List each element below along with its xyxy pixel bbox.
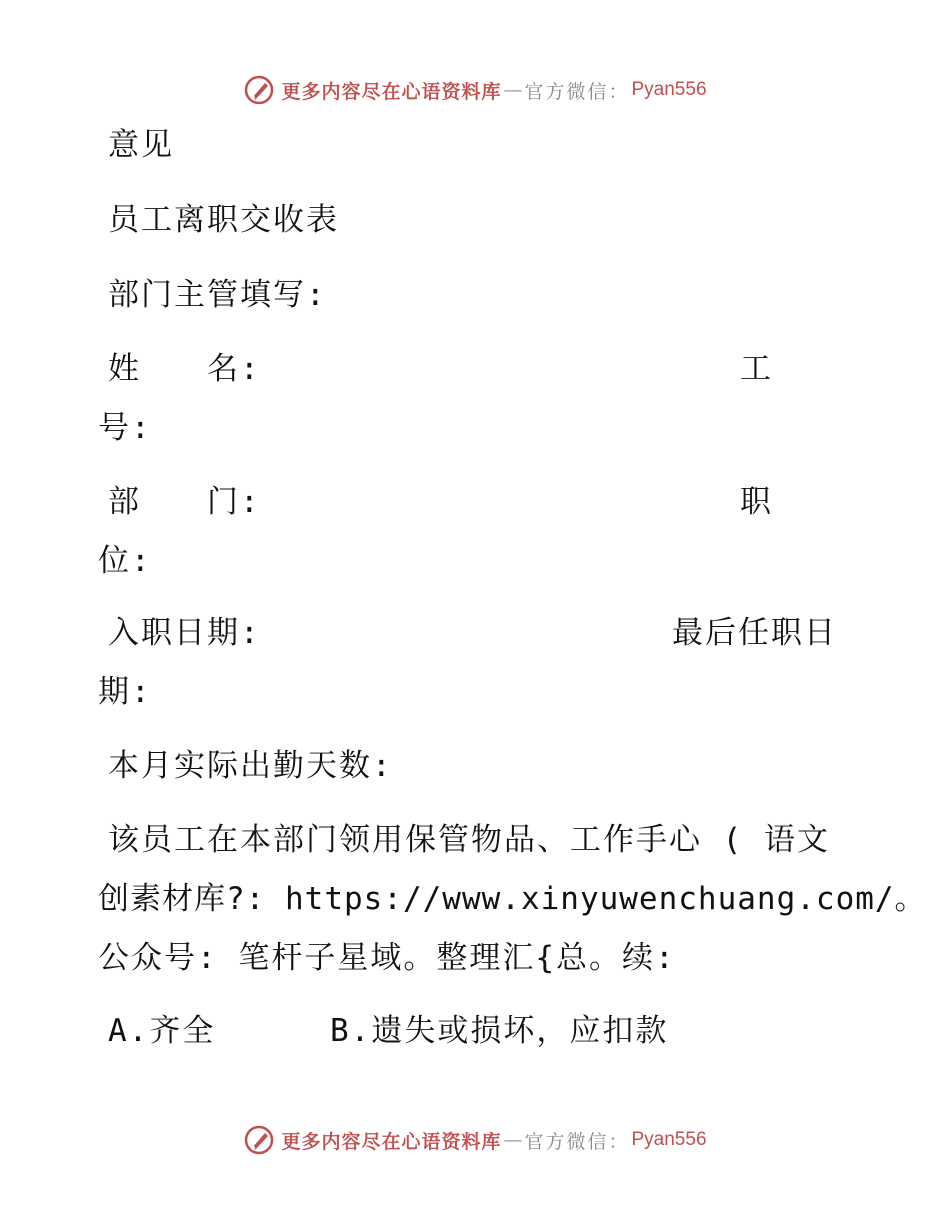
banner-text: 更多内容尽在心语资料库 xyxy=(281,80,502,103)
banner-text: 更多内容尽在心语资料库 xyxy=(281,1130,502,1153)
option-b: B.遗失或损坏，应扣款 xyxy=(330,1013,669,1049)
name-label: 姓 名: xyxy=(108,351,261,387)
paragraph-line-2: 创素材库?: https://www.xinyuwenchuang.com/。 xyxy=(98,881,927,917)
pen-logo-icon xyxy=(243,1124,275,1156)
paragraph-line-3: 公众号: 笔杆子星域。整理汇{总。续: xyxy=(98,940,676,976)
last-date-label-part2: 期: xyxy=(98,674,152,710)
banner-dash: — xyxy=(503,79,523,101)
footer-banner xyxy=(0,1120,950,1160)
paragraph-line-1: 该员工在本部门领用保管物品、工作手心 ( 语文 xyxy=(108,822,830,858)
dept-label: 部 门: xyxy=(108,484,261,520)
banner-wechat-id: Pyan556 xyxy=(631,79,707,100)
id-label-part2: 号: xyxy=(98,410,152,446)
attendance-label: 本月实际出勤天数: xyxy=(108,748,393,784)
position-label-part2: 位: xyxy=(98,543,152,579)
last-date-label-part1: 最后任职日 xyxy=(672,615,837,651)
header-banner xyxy=(0,70,950,110)
id-label-part1: 工 xyxy=(740,351,773,387)
banner-dash: — xyxy=(503,1129,523,1151)
banner-official: 官方微信： xyxy=(524,80,630,103)
form-title: 员工离职交收表 xyxy=(108,202,339,238)
line-opinion: 意见 xyxy=(108,127,174,163)
position-label-part1: 职 xyxy=(740,484,773,520)
pen-logo-icon xyxy=(243,74,275,106)
banner-wechat-id: Pyan556 xyxy=(631,1129,707,1150)
option-a: A.齐全 xyxy=(108,1013,216,1049)
supervisor-fill-label: 部门主管填写: xyxy=(108,277,327,313)
banner-official: 官方微信： xyxy=(524,1130,630,1153)
join-date-label: 入职日期: xyxy=(108,615,261,651)
